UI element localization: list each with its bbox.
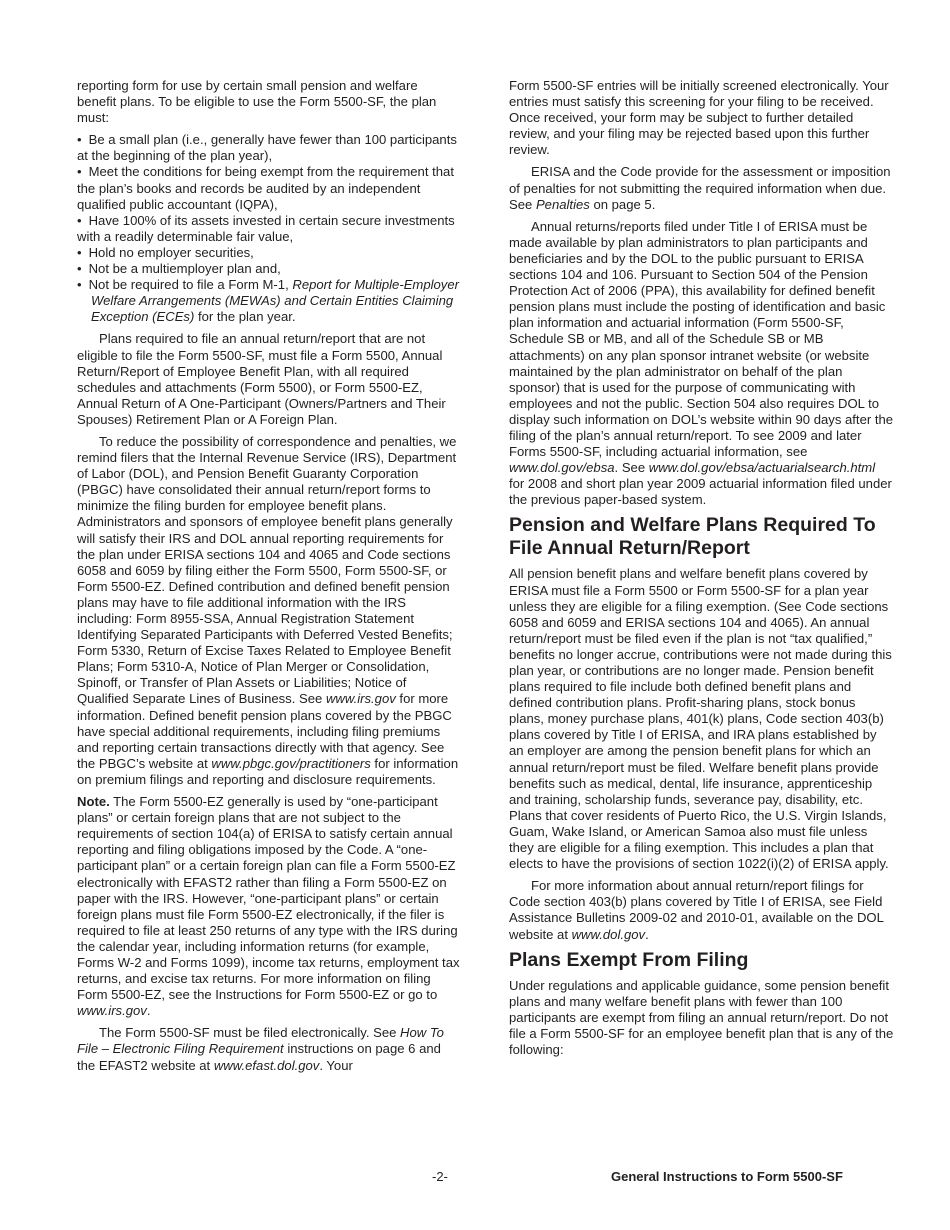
left-column [77,78,460,1080]
text-span: . See [614,460,649,476]
list-item-form-m1 [77,277,460,325]
text-span: To reduce the possibility of correspondence and penalties, we remind filers that the Internal Revenue Service (IRS), Department of Labor (DOL), and Pension Benefit Guaranty Corporation (PBGC) have consolidated their annual return/report forms to minimize the filing burden for employee benefit plans. Administrators and sponsors of employee benefit plans generally will satisfy their IRS and DOL annual reporting requirements for the plan under ERISA sections 104 and 4065 and Code sections 6058 and 6059 by filing either the Form 5500, Form 5500-SF, or Form 5500-EZ. Defined contribution and defined benefit pension plans may have to file additional information with the IRS including: Form 8955-SSA, Annual Registration Statement Identifying Separated Participants with Deferred Vested Benefits; Form 5330, Return of Excise Taxes Related to Employee Benefit Plans; Form 5310-A, Notice of Plan Merger or Consolidation, Spinoff, or Transfer of Plan Assets or Liabilities; Notice of Qualified Separate Lines of Business. See [77,433,457,707]
how-to-file-title: How To File – Electronic Filing Requirement [77,1025,444,1057]
screening-paragraph: Form 5500-SF entries will be initially screened electronically. Your entries must satisfy this screening for your filing to be received. Once received, your form may be subject to further detailed review, and your filing may be rejected based upon this further review. [509,78,889,158]
text-span: For more information about annual return/report filings for Code section 403(b) plans covered by Title I of ERISA, see Field Assistance Bulletins 2009-02 and 2010-01, available on the DOL website at [509,878,884,942]
reduce-correspondence-paragraph [77,434,460,788]
text-span: The Form 5500-SF must be filed electronically. See [99,1025,401,1041]
note-paragraph [77,794,460,1019]
text-span: . [146,1003,151,1019]
list-item: • Not be a multiemployer plan and, [77,261,460,277]
note-label: Note. [77,794,110,810]
list-item: • Be a small plan (i.e., generally have fewer than 100 participants at the beginning of the plan year), [77,132,460,164]
efast-link[interactable]: www.efast.dol.gov [213,1057,320,1073]
form-m1-title: Report for Multiple-Employer Welfare Arrangements (MEWAs) and Certain Entities Claiming Exception (ECEs) [91,277,459,325]
text-span: Not be required to file a Form M-1, [88,277,293,293]
text-span: . [645,926,649,942]
penalties-reference: Penalties [535,196,590,212]
required-to-file-heading: Pension and Welfare Plans Required To File Annual Return/Report [509,514,876,560]
dol-link[interactable]: www.dol.gov [571,926,646,942]
text-span: for 2008 and short plan year 2009 actuarial information filed under the previous paper-based system. [509,476,892,508]
list-item: • Hold no employer securities, [77,245,460,261]
exempt-paragraph: Under regulations and applicable guidance, some pension benefit plans and many welfare benefit plans with fewer than 100 participants are exempt from filing an annual return/report. Do not file a Form 5500-SF for an employee benefit plan that is any of the following: [509,977,894,1057]
irs-link[interactable]: www.irs.gov [77,1003,147,1019]
text-span: on page 5. [589,196,656,212]
eligibility-list [77,132,460,325]
dol-ebsa-link[interactable]: www.dol.gov/ebsa [509,460,615,476]
intro-paragraph: reporting form for use by certain small pension and welfare benefit plans. To be eligible to use the Form 5500-SF, the plan must: [77,78,437,126]
electronic-filing-paragraph [77,1025,460,1073]
text-span: ERISA and the Code provide for the assessment or imposition of penalties for not submitting the required information when due. See [509,164,891,212]
text-span: The Form 5500-EZ generally is used by “one-participant plans” or certain foreign plans that are not subject to the requirements of section 104(a) of ERISA to satisfy certain annual reporting and filing obligations imposed by the Code. A “one-participant plan” or a certain foreign plan can file a Form 5500-EZ electronically with EFAST2 rather than filing a Form 5500-EZ on paper with the IRS. However, “one-participant plans” or certain foreign plans must file Form 5500-EZ electronically, if the filer is required to file at least 250 returns of any type with the IRS during the calendar year, including information returns (for example, Forms W-2 and Forms 1099), income tax returns, employment tax returns, and excise tax returns. For more information on filing Form 5500-EZ, see the Instructions for Form 5500-EZ or go to [77,794,460,1003]
availability-paragraph [509,219,894,509]
irs-link[interactable]: www.irs.gov [325,691,396,707]
section-403b-paragraph [509,878,894,942]
text-span: instructions on page 6 and the EFAST2 website at [77,1041,441,1073]
pbgc-link[interactable]: www.pbgc.gov/practitioners [211,755,371,771]
text-span: for the plan year. [194,309,296,325]
text-span: for more information. Defined benefit pension plans covered by the PBGC have special additional requirements, including filing premiums and reporting certain transactions directly with that agency. See the PBGC’s website at [77,691,452,771]
right-column [509,78,894,1064]
text-span: Annual returns/reports filed under Title I of ERISA must be made available by plan administrators to plan participants and beneficiaries and by the DOL to the public pursuant to ERISA sections 104 and 106. Pursuant to Section 504 of the Pension Protection Act of 2006 (PPA), this availability for defined benefit pension plans must include the posting of identification and basic plan information and actuarial information (Form 5500-SF, Schedule SB or MB, and all of the Schedule SB or MB attachments) on any plan sponsor intranet website (or website maintained by the plan administrator on behalf of the plan sponsor) that is used for the purpose of communicating with employees and not the public. Section 504 also requires DOL to display such information on DOL’s website within 90 days after the filing of the plan’s annual return/report. To see 2009 and later Forms 5500-SF, including actuarial information, see [509,218,894,460]
required-filing-paragraph: Plans required to file an annual return/report that are not eligible to file the Form 5500-SF, must file a Form 5500, Annual Return/Report of Employee Benefit Plan, with all required schedules and attachments (Form 5500), or Form 5500-EZ, Annual Return of A One-Participant (Owners/Partners and Their Spouses) Retirement Plan or A Foreign Plan. [77,331,446,427]
page-number: -2- [432,1169,448,1184]
footer-title: General Instructions to Form 5500-SF [611,1169,843,1184]
text-span: for information on premium filings and reporting and disclosure requirements. [77,755,459,787]
exempt-heading: Plans Exempt From Filing [509,948,749,971]
all-plans-paragraph: All pension benefit plans and welfare benefit plans covered by ERISA must file a Form 5500 or Form 5500-SF for a plan year unless they are eligible for a filing exemption. (See Code sections 6058 and 6059 and ERISA sections 104 and 4065). An annual return/report must be filed even if the plan is not “tax qualified,” benefits no longer accrue, contributions were not made during this plan year, or contributions are no longer made. Pension benefit plans required to file include both defined benefit plans and defined contribution plans. Profit-sharing plans, stock bonus plans, money purchase plans, 401(k) plans, Code section 403(b) plans covered by Title I of ERISA, and IRA plans established by an employer are among the pension benefit plans for which an annual return/report must be filed. Welfare benefit plans provide benefits such as medical, dental, life insurance, apprenticeship and training, scholarship funds, severance pay, disability, etc. Plans that cover residents of Puerto Rico, the U.S. Virgin Islands, Guam, Wake Island, or American Samoa also must file unless they are eligible for a filing exemption. This includes a plan that elects to have the provisions of section 1022(i)(2) of ERISA apply. [509,566,892,872]
text-span: . Your [319,1057,353,1073]
actuarial-search-link[interactable]: www.dol.gov/ebsa/actuarialsearch.html [648,460,876,476]
list-item: • Have 100% of its assets invested in certain secure investments with a readily determinable fair value, [77,213,460,245]
penalties-paragraph [509,164,894,212]
list-item: • Meet the conditions for being exempt from the requirement that the plan’s books and records be audited by an independent qualified public accountant (IQPA), [77,164,460,212]
